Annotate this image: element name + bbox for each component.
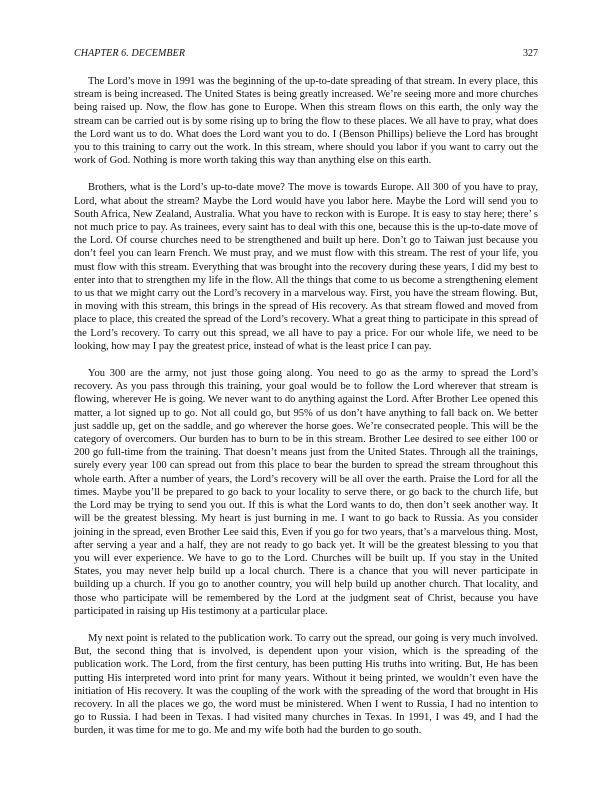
page-number: 327 [523, 48, 538, 59]
paragraph-2: Brothers, what is the Lord’s up-to-date move? The move is towards Europe. All 300 of you have to pray, Lord, what about the stream? Maybe the Lord would have you labor here. Maybe the Lord will send you to South Africa, New Zealand, Australia. What you have to reckon with is Europe. It is easy to stay here; there’ s not much price to pay. As trainees, every saint has to deal with this one, because this is the up-to-date move of the Lord. Of course churches need to be strengthened and built up here. Don’t go to Taiwan just because you don’t feel you can learn French. We must pray, and we must flow with this stream. The rest of your life, you must flow with this stream. Everything that was brought into the recovery during these years, I did my best to enter into that to strengthen my life in the flow. All the things that come to us become a strengthening element to us that we might carry out the Lord’s recovery in a marvelous way. First, you have the stream flowing. But, in moving with this stream, this brings in the spread of His recovery. As that stream flowed and moved from place to place, this created the spread of the Lord’s recovery. What a great thing to participate in this spread of the Lord’s recovery. To carry out this spread, we all have to pay a price. For our whole life, we need to be looking, how may I pay the greatest price, instead of what is the least price I can pay. [74, 182, 538, 352]
page-header [74, 47, 538, 61]
body-text [74, 75, 538, 752]
paragraph-4: My next point is related to the publication work. To carry out the spread, our going is very much involved. But, the second thing that is involved, is dependent upon your vision, which is the spreading of the publication work. The Lord, from the first century, has been putting His truths into writing. But, He has been putting His interpreted word into print for many years. Without it being printed, we wouldn’t even have the initiation of His recovery. It was the coupling of the work with the spreading of the word that brought in His recovery. In all the places we go, the word must be ministered. When I went to Russia, I had no intention to go to Russia. I had been in Texas. I had visited many churches in Texas. In 1991, I was 49, and I had the burden, it was time for me to go. Me and my wife both had the burden to go south. [74, 632, 538, 737]
paragraph-3: You 300 are the army, not just those going along. You need to go as the army to spread the Lord’s recovery. As you pass through this training, your goal would be to follow the Lord wherever that stream is flowing, wherever He is going. We never want to do anything against the Lord. After Brother Lee opened this matter, a lot signed up to go. Not all could go, but 95% of us don’t have anything to fall back on. We better just saddle up, get on the saddle, and go wherever the horse goes. We’re consecrated people. This will be the category of overcomers. Our burden has to burn to be in this stream. Brother Lee desired to see either 100 or 200 go full-time from the training. That doesn’t means just from the United States. Through all the trainings, surely every year 100 can spread out from this place to bear the burden to spread the stream throughout this whole earth. After a number of years, the Lord’s recovery will be all over the earth. Praise the Lord for all the times. Maybe you’ll be prepared to go back to your locality to serve there, or go back to the church life, but the Lord may be trying to send you out. If this is what the Lord wants to do, then don’t seek another way. It will be the greatest blessing. My heart is just burning in me. I want to go back to Russia. As you consider joining in the spread, even Brother Lee said this, Even if you go for two years, that’s a marvelous thing. Most, after serving a year and a half, they are not ready to go back yet. It will be the greatest blessing to you that you will ever experience. We have to go to the Lord. Churches will be built up. If you stay in the United States, you may never help build up a local church. There is a chance that you will never participate in building up a church. If you go to another country, you will help build up another church. That locality, and those who participate will be remembered by the Lord at the judgment seat of Christ, because you have participated in raising up His testimony at a particular place. [74, 368, 538, 617]
chapter-title: CHAPTER 6. DECEMBER [74, 48, 186, 59]
paragraph-1: The Lord’s move in 1991 was the beginning of the up-to-date spreading of that stream. In every place, this stream is being increased. The United States is being greatly increased. We’re seeing more and more churches being raised up. Now, the flow has gone to Europe. When this stream flows on this earth, the only way the stream can be carried out is by some rising up to bring the flow to these places. We all have to pray, what does the Lord want us to do. What does the Lord want you to do. I (Benson Phillips) believe the Lord has brought you to this training to carry out the work. In this stream, where should you labor if you want to carry out the work of God. Nothing is more worth taking this way than anything else on this earth. [74, 76, 538, 167]
